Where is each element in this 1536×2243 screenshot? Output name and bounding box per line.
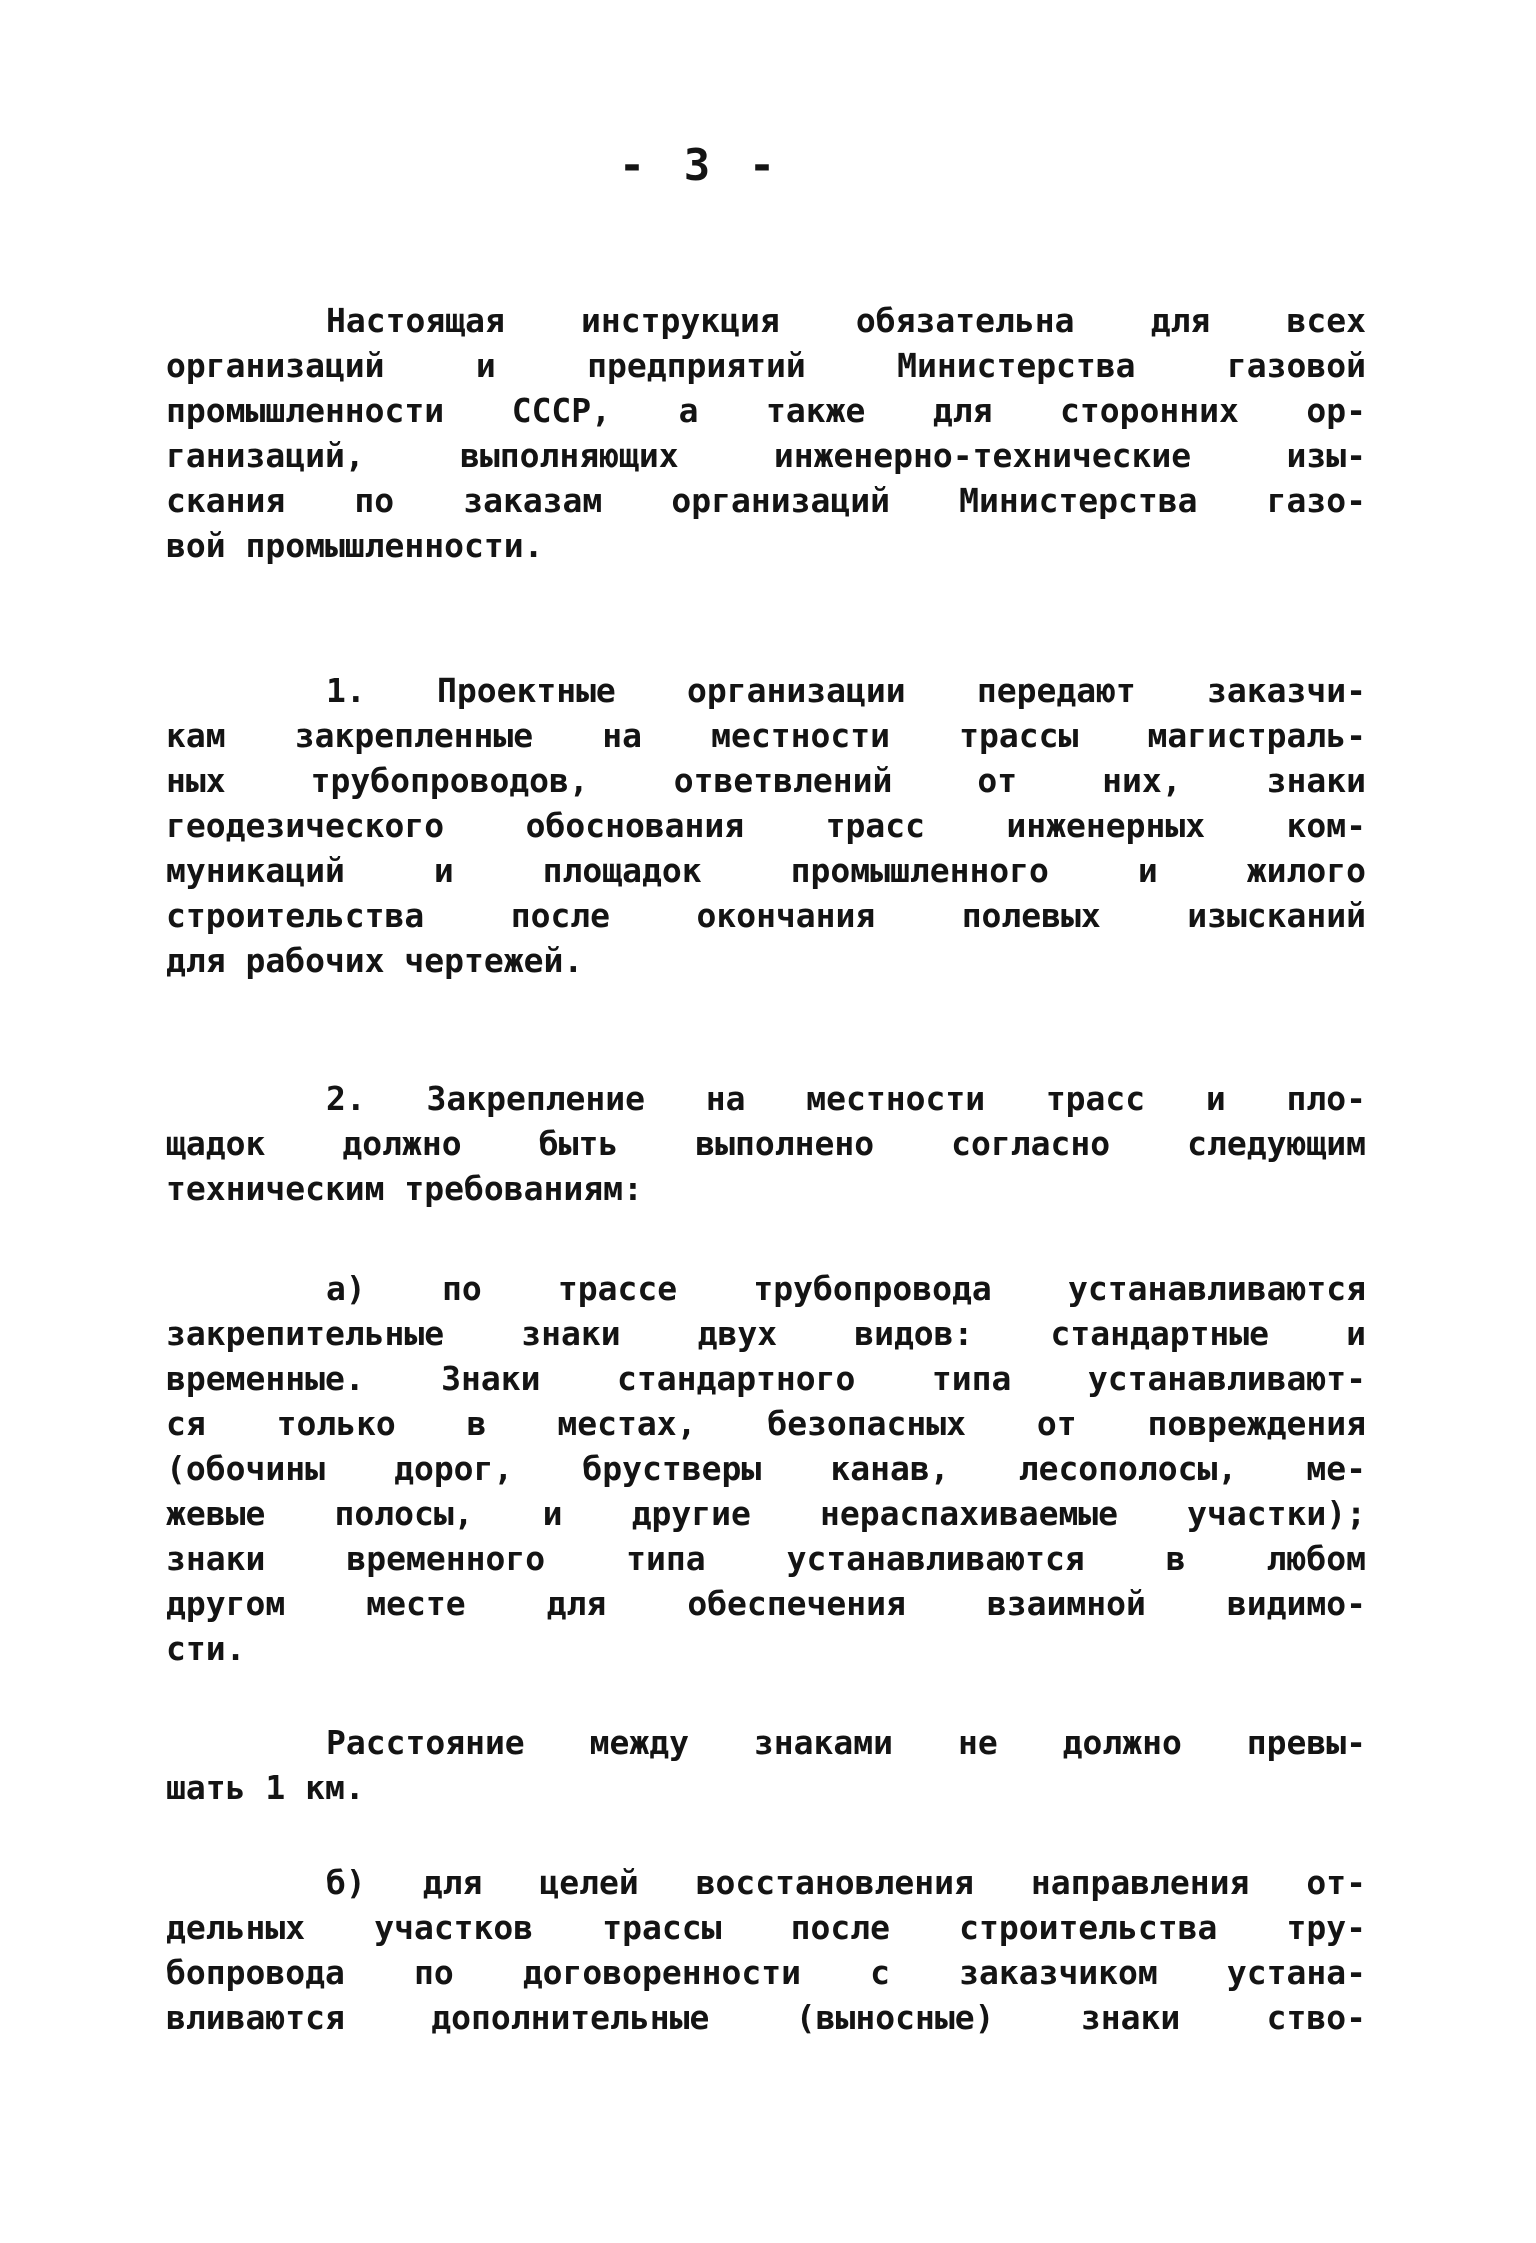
text-line: жевые полосы, и другие нераспахиваемые участки); bbox=[166, 1494, 1366, 1533]
text-line: скания по заказам организаций Министерства газо- bbox=[166, 481, 1366, 520]
paragraph-intro bbox=[166, 298, 1366, 568]
paragraph-1 bbox=[166, 668, 1366, 983]
page-number: - 3 - bbox=[618, 140, 782, 191]
text-line: шать 1 км. bbox=[166, 1768, 365, 1807]
text-line: геодезического обоснования трасс инженерных ком- bbox=[166, 806, 1366, 845]
text-line: временные. Знаки стандартного типа устанавливают- bbox=[166, 1359, 1366, 1398]
text-line: а) по трассе трубопровода устанавливаются bbox=[326, 1269, 1366, 1308]
text-line: ных трубопроводов, ответвлений от них, знаки bbox=[166, 761, 1366, 800]
text-line: Расстояние между знаками не должно превы- bbox=[326, 1723, 1366, 1762]
text-line: другом месте для обеспечения взаимной видимо- bbox=[166, 1584, 1366, 1623]
text-line: техническим требованиям: bbox=[166, 1169, 643, 1208]
text-line: дельных участков трассы после строительства тру- bbox=[166, 1908, 1366, 1947]
text-line: бопровода по договоренности с заказчиком устана- bbox=[166, 1953, 1366, 1992]
text-line: вливаются дополнительные (выносные) знаки ство- bbox=[166, 1998, 1366, 2037]
text-line: муникаций и площадок промышленного и жилого bbox=[166, 851, 1366, 890]
text-line: Настоящая инструкция обязательна для всех bbox=[326, 301, 1366, 340]
paragraph-b bbox=[166, 1860, 1366, 2040]
text-line: закрепительные знаки двух видов: стандартные и bbox=[166, 1314, 1366, 1353]
text-line: знаки временного типа устанавливаются в любом bbox=[166, 1539, 1366, 1578]
text-line: организаций и предприятий Министерства газовой bbox=[166, 346, 1366, 385]
text-line: строительства после окончания полевых изысканий bbox=[166, 896, 1366, 935]
text-line: кам закрепленные на местности трассы магистраль- bbox=[166, 716, 1366, 755]
text-line: (обочины дорог, брустверы канав, лесополосы, ме- bbox=[166, 1449, 1366, 1488]
text-line: 2. Закрепление на местности трасс и пло- bbox=[326, 1079, 1366, 1118]
text-line: б) для целей восстановления направления от- bbox=[326, 1863, 1366, 1902]
text-line: ся только в местах, безопасных от повреждения bbox=[166, 1404, 1366, 1443]
paragraph-a-distance bbox=[166, 1720, 1366, 1810]
text-line: промышленности СССР, а также для сторонних ор- bbox=[166, 391, 1366, 430]
text-line: 1. Проектные организации передают заказчи- bbox=[326, 671, 1366, 710]
text-line: сти. bbox=[166, 1629, 246, 1668]
paragraph-2 bbox=[166, 1076, 1366, 1211]
text-line: вой промышленности. bbox=[166, 526, 544, 565]
text-line: ганизаций, выполняющих инженерно-технические изы- bbox=[166, 436, 1366, 475]
text-line: щадок должно быть выполнено согласно следующим bbox=[166, 1124, 1366, 1163]
text-line: для рабочих чертежей. bbox=[166, 941, 584, 980]
paragraph-a bbox=[166, 1266, 1366, 1671]
